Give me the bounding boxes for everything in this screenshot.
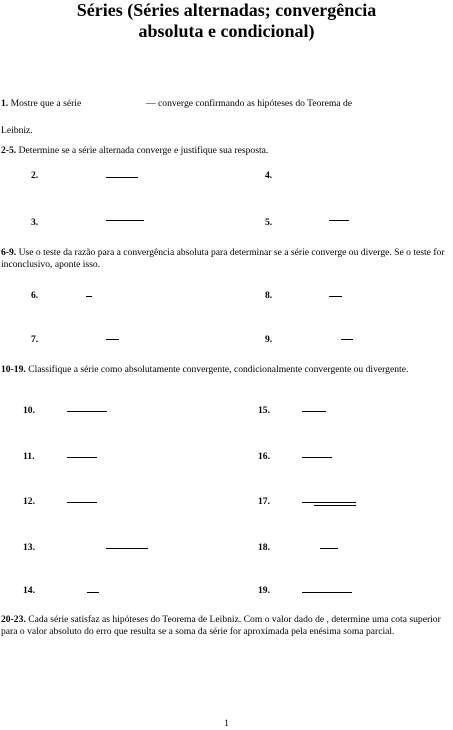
problem-17: 17. <box>258 496 270 507</box>
formula-fraction-bar <box>86 296 92 297</box>
formula-fraction-bar <box>106 220 144 221</box>
formula-fraction-bar <box>341 339 353 340</box>
problem-18: 18. <box>258 542 270 553</box>
question-text-a: Mostre que a série <box>10 98 82 109</box>
problem-13: 13. <box>23 542 35 553</box>
section-10-19-heading <box>1 364 453 376</box>
problem-7: 7. <box>31 334 39 345</box>
problem-6: 6. <box>31 290 39 301</box>
title-line-2: absoluta e condicional) <box>138 21 315 41</box>
formula-fraction-bar <box>106 548 148 549</box>
title-line-1: Séries (Séries alternadas; convergência <box>76 0 377 20</box>
section-range: 10-19. <box>1 364 26 375</box>
question-number: 1. <box>1 98 9 109</box>
problem-8: 8. <box>265 290 273 301</box>
section-range: 20-23. <box>1 614 26 625</box>
formula-fraction-bar <box>302 592 352 593</box>
formula-fraction-bar <box>302 502 356 503</box>
section-instructions: Determine se a série alternada converge e justifique sua resposta. <box>18 145 269 156</box>
formula-fraction-bar <box>329 220 349 221</box>
section-6-9-heading <box>1 247 453 271</box>
formula-fraction-bar <box>302 411 326 412</box>
section-range: 6-9. <box>1 247 17 258</box>
formula-fraction-bar <box>87 592 99 593</box>
formula-fraction-bar <box>320 548 338 549</box>
problem-12: 12. <box>23 496 35 507</box>
page-number: 1 <box>224 718 229 729</box>
section-instructions: Cada série satisfaz as hipóteses do Teorema de Leibniz. Com o valor dado de , determine uma cota superior para o valor absoluto do erro que resulta se a soma da série for aproximada pela enésima soma parcial. <box>1 614 441 637</box>
formula-fraction-bar <box>106 177 138 178</box>
section-instructions: Classifique a série como absolutamente convergente, condicionalmente convergente ou divergente. <box>28 364 409 375</box>
problem-16: 16. <box>258 451 270 462</box>
section-20-23-heading <box>1 614 453 638</box>
problem-10: 10. <box>23 405 35 416</box>
problem-15: 15. <box>258 405 270 416</box>
problem-14: 14. <box>23 585 35 596</box>
problem-11: 11. <box>23 451 35 462</box>
formula-fraction-bar <box>67 502 97 503</box>
problem-9: 9. <box>265 334 273 345</box>
problem-5: 5. <box>265 217 273 228</box>
problem-4: 4. <box>265 170 273 181</box>
section-range: 2-5. <box>1 145 17 156</box>
problem-3: 3. <box>31 217 39 228</box>
formula-fraction-bar <box>67 457 97 458</box>
problem-19: 19. <box>258 585 270 596</box>
section-2-5-heading <box>1 145 453 157</box>
formula-fraction-bar <box>302 457 332 458</box>
formula-fraction-bar <box>106 339 119 340</box>
formula-fraction-bar <box>67 411 107 412</box>
question-text-b: — converge confirmando as hipóteses do Teorema de <box>146 98 353 109</box>
problem-2: 2. <box>31 170 39 181</box>
question-1 <box>1 98 453 110</box>
section-instructions: Use o teste da razão para a convergência absoluta para determinar se a série converge ou diverge. Se o teste for inconclusivo, aponte isso. <box>1 247 445 270</box>
formula-fraction-bar <box>329 296 342 297</box>
page-title <box>0 0 453 42</box>
formula-fraction-bar <box>314 505 356 506</box>
question-1-continued: Leibniz. <box>1 125 33 136</box>
